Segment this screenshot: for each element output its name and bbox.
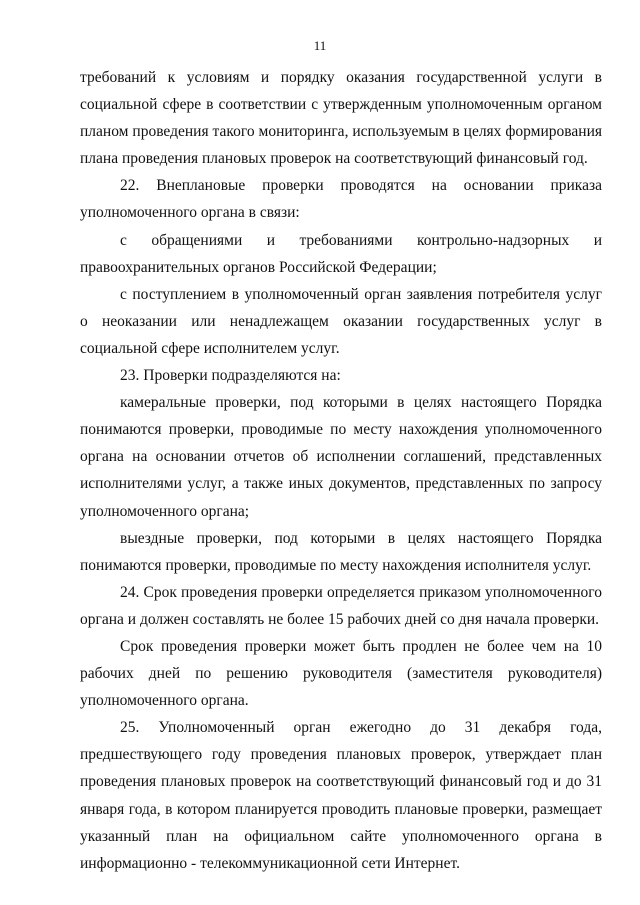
paragraph-24-inspection-duration: 24. Срок проведения проверки определяется приказом уполномоченного органа и должен составлять не более 15 рабочих дней со дня начала проверки.: [80, 583, 602, 628]
paragraph-25-annual-plan: 25. Уполномоченный орган ежегодно до 31 декабря года, предшествующего году проведения плановых проверок, утверждает план проведения плановых проверок на соответствующий финансовый год и до 31 января года, в котором планируется проводить плановые проверки, размещает указанный план на официальном сайте уполномоченного органа в информационно - телекоммуникационной сети Интернет.: [80, 719, 602, 872]
paragraph-22-unscheduled-inspections: 22. Внеплановые проверки проводятся на основании приказа уполномоченного органа в связи:: [80, 177, 602, 222]
paragraph-field-inspections: выездные проверки, под которыми в целях настоящего Порядка понимаются проверки, проводимые по месту нахождения исполнителя услуг.: [80, 529, 602, 574]
document-body: [80, 64, 602, 877]
paragraph-desk-inspections: камеральные проверки, под которыми в целях настоящего Порядка понимаются проверки, проводимые по месту нахождения уполномоченного органа на основании отчетов об исполнении соглашений, представленных исполнителями услуг, а также иных документов, представленных по запросу уполномоченного органа;: [80, 394, 602, 520]
page-number: 11: [313, 38, 327, 53]
paragraph-23-inspection-types: 23. Проверки подразделяются на:: [120, 367, 341, 385]
paragraph-duration-extension: Срок проведения проверки может быть продлен не более чем на 10 рабочих дней по решению руководителя (заместителя руководителя) уполномоченного органа.: [80, 637, 602, 710]
paragraph-continuation: требований к условиям и порядку оказания государственной услуги в социальной сфере в соответствии с утвержденным уполномоченным органом планом проведения такого мониторинга, используемым в целях формирования плана проведения плановых проверок на соответствующий финансовый год.: [80, 69, 602, 168]
paragraph-consumer-complaint: с поступлением в уполномоченный орган заявления потребителя услуг о неоказании или ненадлежащем оказании государственных услуг в социальной сфере исполнителем услуг.: [80, 285, 602, 357]
paragraph-appeals-supervisory-bodies: с обращениями и требованиями контрольно-надзорных и правоохранительных органов Российской Федерации;: [80, 231, 602, 276]
